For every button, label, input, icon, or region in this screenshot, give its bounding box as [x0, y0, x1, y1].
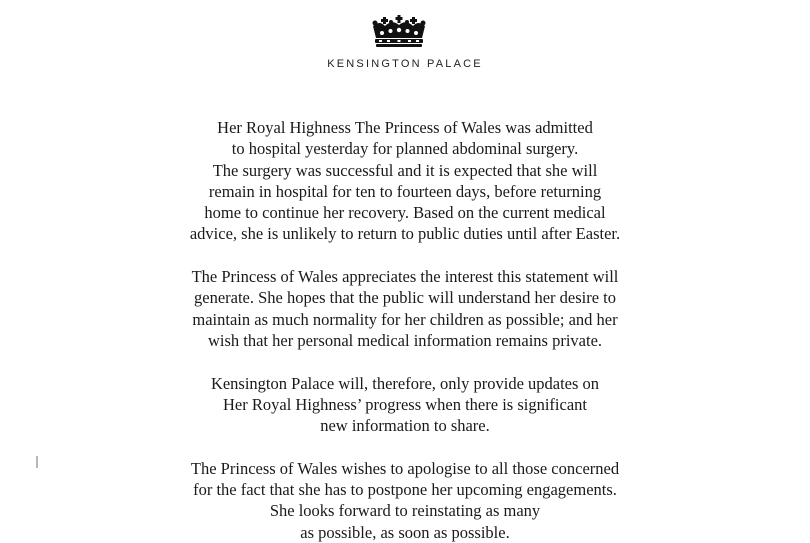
- statement-line: Her Royal Highness The Princess of Wales was admitted: [217, 118, 593, 137]
- statement-line: as possible, as soon as possible.: [300, 522, 510, 542]
- statement-line: to hospital yesterday for planned abdominal surgery.: [231, 139, 579, 159]
- statement-line: The surgery was successful and it is expected that she will: [212, 160, 598, 180]
- statement-paragraph: [0, 373, 810, 437]
- crown-icon: [370, 14, 428, 50]
- statement-line: for the fact that she has to postpone her upcoming engagements.: [193, 480, 617, 500]
- statement-line: The Princess of Wales appreciates the interest this statement will: [191, 267, 619, 287]
- statement-line: Her Royal Highness’ progress when there is significant: [223, 394, 587, 414]
- statement-line: wish that her personal medical information remains private.: [207, 330, 603, 350]
- statement-line: new information to share.: [320, 416, 490, 436]
- statement-line: advice, she is unlikely to return to public duties until after Easter.: [189, 224, 621, 244]
- statement-line: generate. She hopes that the public will understand her desire to: [194, 288, 616, 308]
- statement-paragraph: [0, 266, 810, 351]
- statement-paragraph: [0, 117, 810, 245]
- statement-paragraph: [0, 458, 810, 543]
- statement-line: maintain as much normality for her children as possible; and her: [192, 309, 618, 329]
- statement-line: home to continue her recovery. Based on the current medical: [204, 203, 606, 223]
- statement-body: [0, 117, 810, 543]
- statement-line: Kensington Palace will, therefore, only provide updates on: [210, 373, 600, 393]
- page-edge-mark: [36, 456, 38, 468]
- statement-line: remain in hospital for ten to fourteen days, before returning: [208, 181, 602, 201]
- organization-name: KENSINGTON PALACE: [327, 58, 483, 70]
- statement-line: The Princess of Wales wishes to apologise to all those concerned: [190, 458, 620, 478]
- statement-line: She looks forward to reinstating as many: [269, 501, 541, 521]
